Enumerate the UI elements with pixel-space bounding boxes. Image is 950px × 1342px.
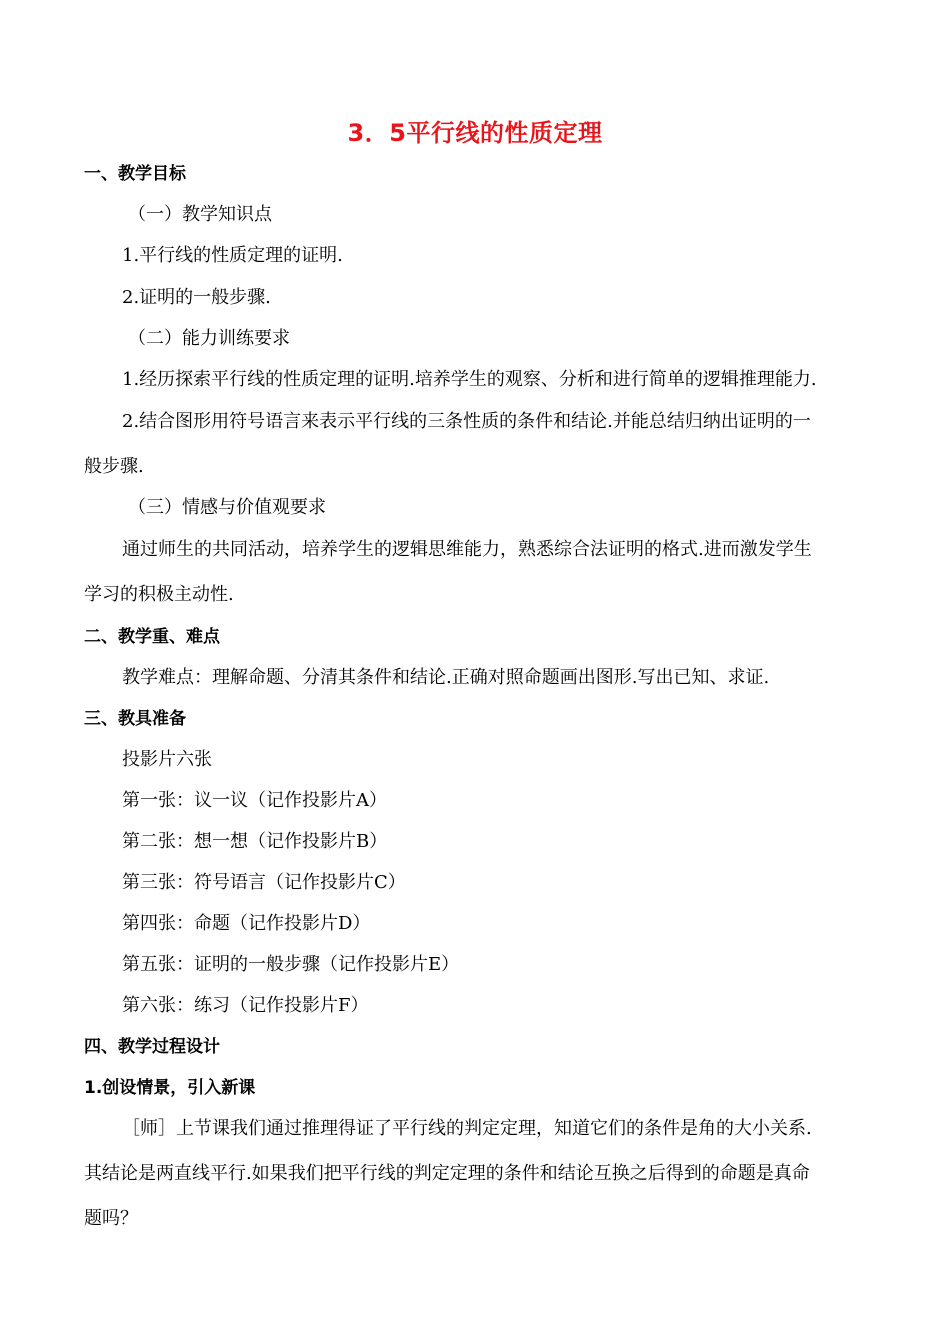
list-item: 第四张：命题（记作投影片D） [122,913,371,934]
text-continuation: 般步骤. [84,456,144,477]
list-item: 2.结合图形用符号语言来表示平行线的三条性质的条件和结论.并能总结归纳出证明的一 [122,411,811,432]
list-item: 第三张：符号语言（记作投影片C） [122,872,406,893]
document-title: 3．5平行线的性质定理 [347,119,603,147]
paragraph-line: ［师］上节课我们通过推理得证了平行线的判定定理，知道它们的条件是角的大小关系. [122,1118,812,1139]
list-item: 第五张：证明的一般步骤（记作投影片E） [122,954,460,975]
list-item: 第六张：练习（记作投影片F） [122,995,369,1016]
list-item: 第二张：想一想（记作投影片B） [122,831,388,852]
list-item: 2.证明的一般步骤. [122,287,271,308]
subheading-ability-requirements: （二）能力训练要求 [128,328,290,349]
subheading-knowledge-points: （一）教学知识点 [128,204,272,225]
paragraph-line: 题吗？ [84,1208,138,1229]
list-item: 1.经历探索平行线的性质定理的证明.培养学生的观察、分析和进行简单的逻辑推理能力. [122,369,817,390]
subheading-emotion-values: （三）情感与价值观要求 [128,497,326,518]
section-heading-process-design: 四、教学过程设计 [84,1037,220,1057]
paragraph-line: 教学难点：理解命题、分清其条件和结论.正确对照命题画出图形.写出已知、求证. [122,667,770,688]
section-heading-key-points: 二、教学重、难点 [84,627,220,647]
list-item: 1.平行线的性质定理的证明. [122,245,343,266]
list-item: 第一张：议一议（记作投影片A） [122,790,387,811]
step-heading: 1.创设情景，引入新课 [84,1078,256,1098]
paragraph-line: 投影片六张 [122,749,212,770]
paragraph-line: 其结论是两直线平行.如果我们把平行线的判定定理的条件和结论互换之后得到的命题是真命 [84,1163,810,1184]
section-heading-teaching-goals: 一、教学目标 [84,164,186,184]
paragraph-line: 通过师生的共同活动，培养学生的逻辑思维能力，熟悉综合法证明的格式.进而激发学生 [122,539,812,560]
paragraph-line: 学习的积极主动性. [84,584,234,605]
section-heading-teaching-aids: 三、教具准备 [84,709,186,729]
